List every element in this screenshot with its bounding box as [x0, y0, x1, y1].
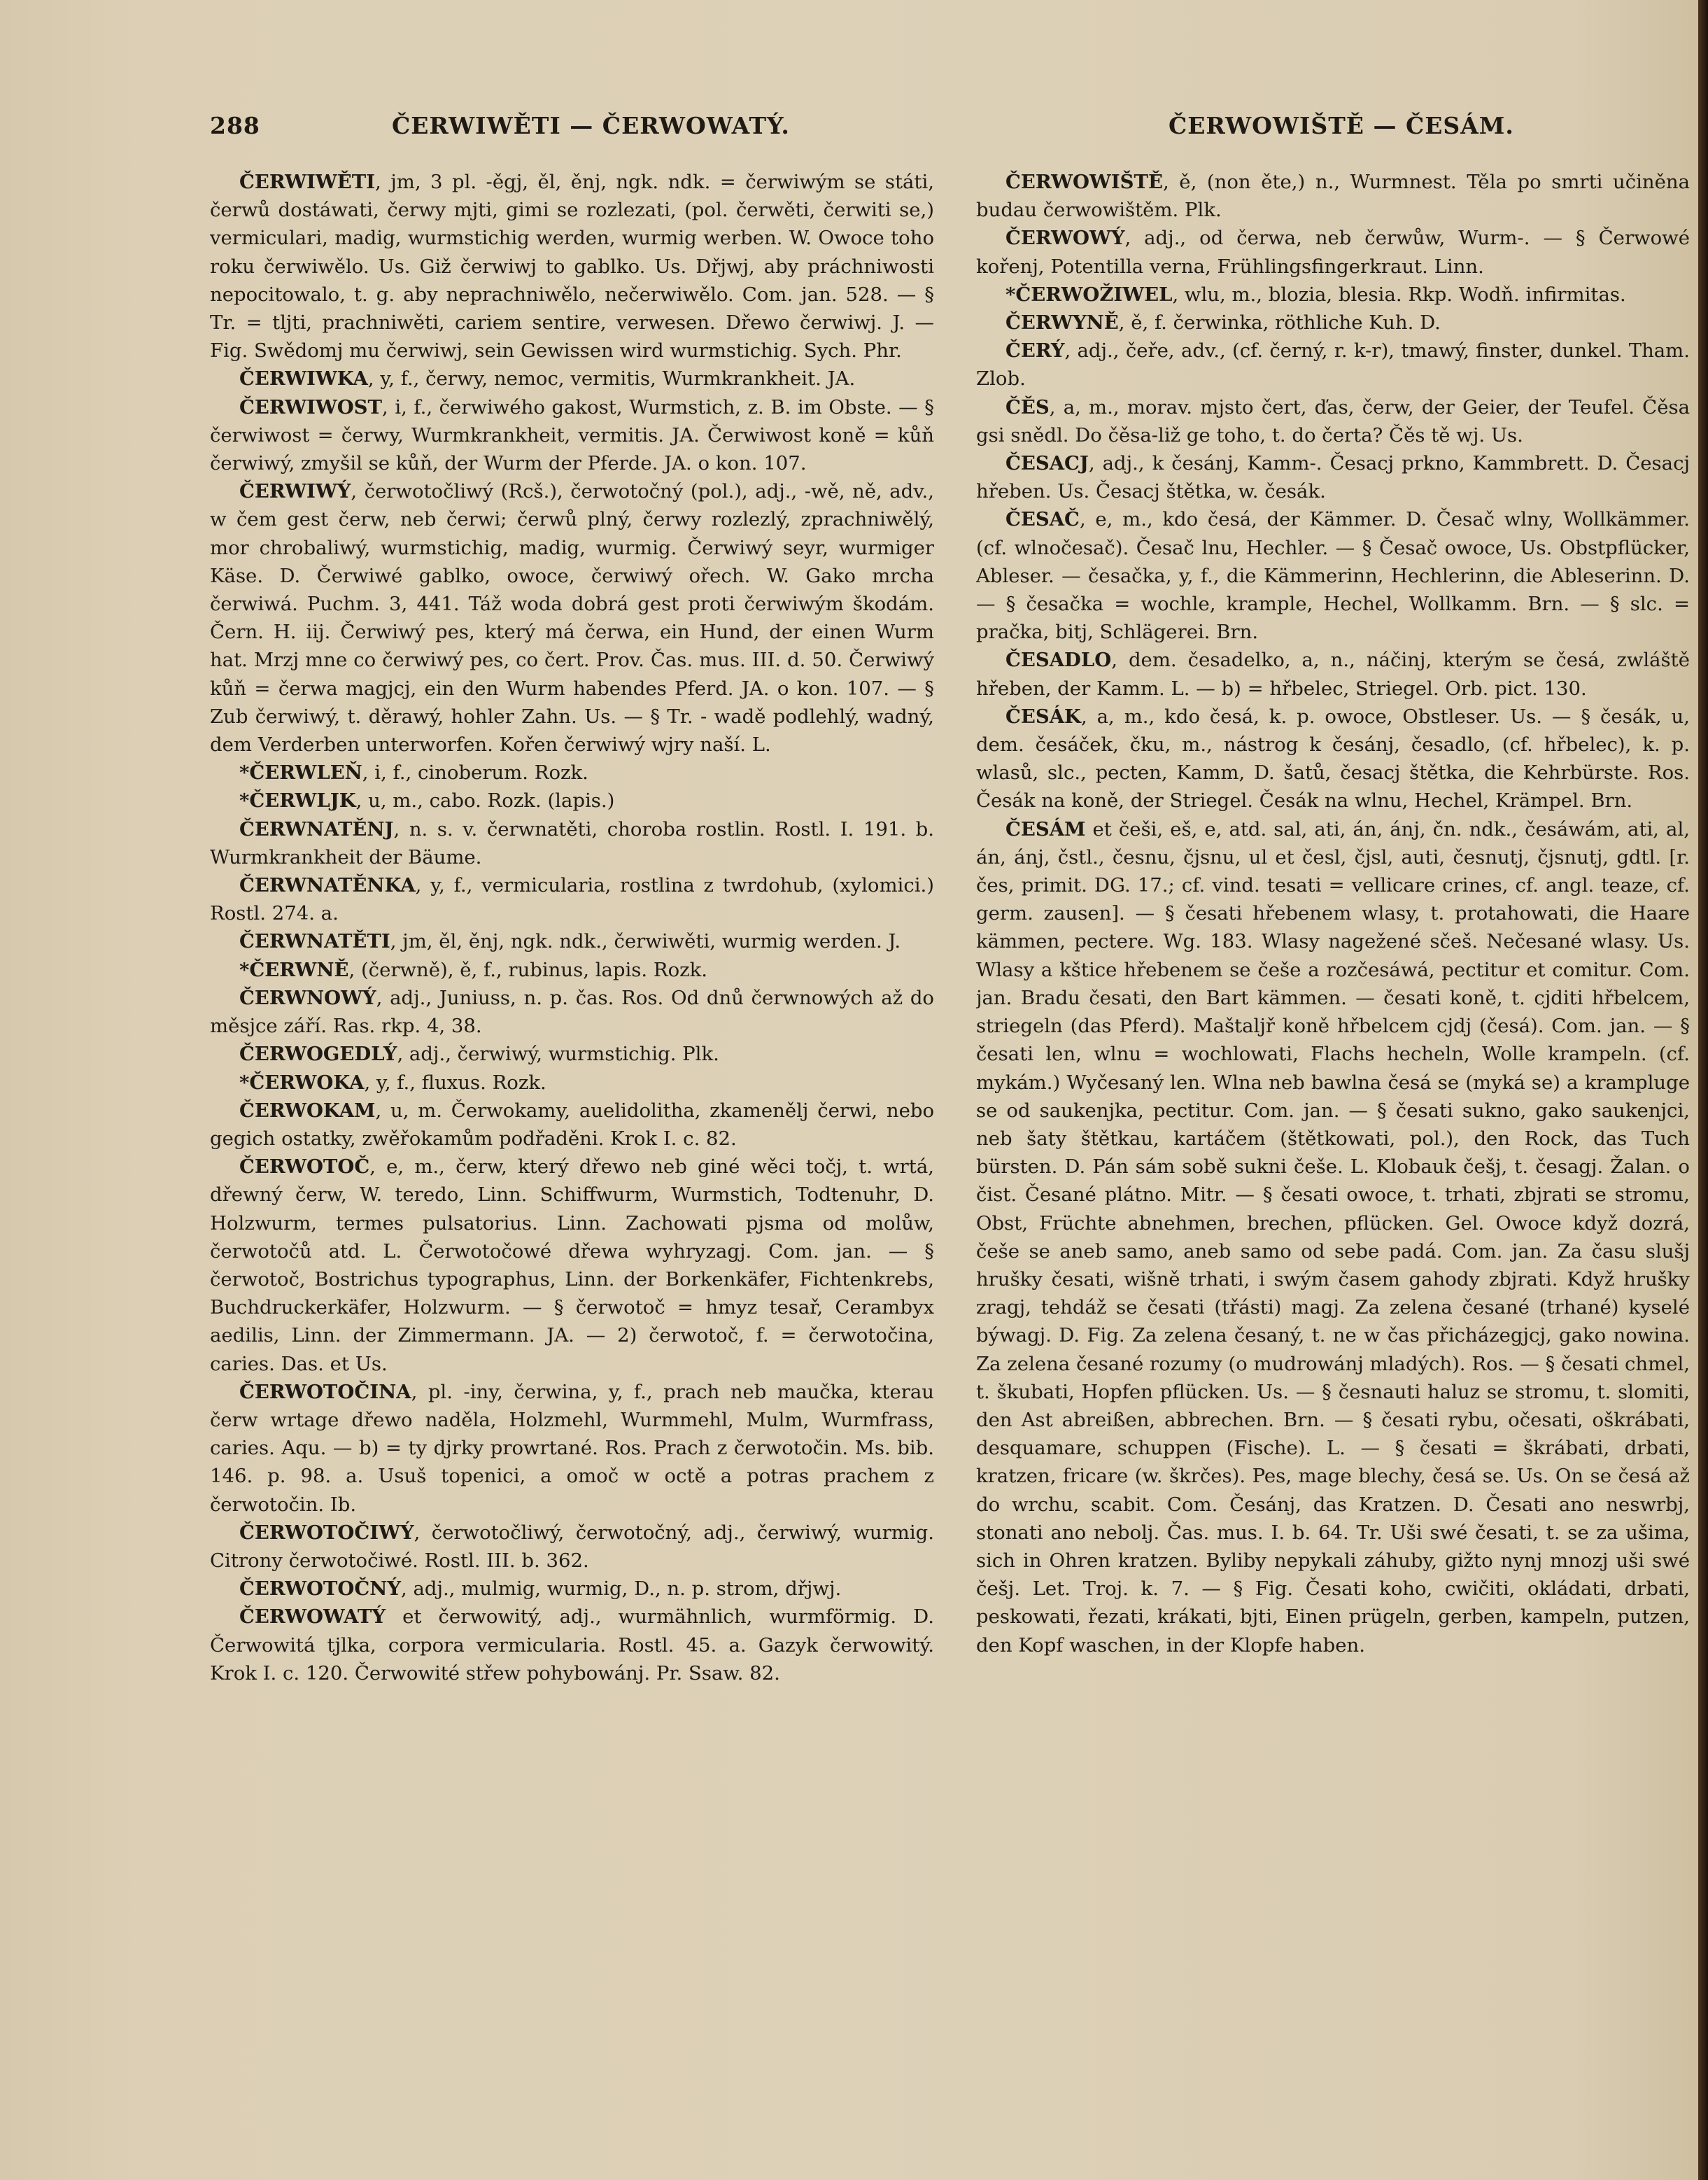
dictionary-entry [210, 477, 934, 759]
entry-text: , čerwotočliwý (Rcš.), čerwotočný (pol.), adj., -wě, ně, adv., w čem gest čerw, neb čerwi; čerwů plný, čerwy rozlezlý, zprachniwělý, mor chrobaliwý, wurmstichig, madig, wurmig. Čerwiwý seyr, wurmiger Käse. D. Čerwiwé gablko, owoce, čerwiwý ořech. W. Gako mrcha čerwiwá. Puchm. 3, 441. Táž woda dobrá gest proti čerwiwým škodám. Čern. H. iij. Čerwiwý pes, který má čerwa, ein Hund, der einen Wurm hat. Mrzj mne co čerwiwý pes, co čert. Prov. Čas. mus. III. d. 50. Čerwiwý kůň = čerwa magjcj, ein den Wurm habendes Pferd. JA. o kon. 107. — § Zub čerwiwý, t. děrawý, hohler Zahn. Us. — § Tr. - wadě podlehlý, wadný, dem Verderben unterworfen. Kořen čerwiwý wjry naší. L. [210, 480, 934, 757]
entry-text: , adj., od čerwa, neb čerwůw, Wurm-. — § Čerwowé kořenj, Potentilla verna, Frühlingsfingerkraut. Linn. [976, 227, 1690, 278]
dictionary-entry [210, 1097, 934, 1153]
entry-text: , (čerwně), ě, f., rubinus, lapis. Rozk. [348, 958, 708, 981]
dictionary-entry [976, 815, 1690, 1659]
dictionary-entry [976, 646, 1690, 702]
entry-text: , e, m., čerw, který dřewo neb giné wěci točj, t. wrtá, dřewný čerw, W. teredo, Linn. Schiffwurm, Wurmstich, Todtenuhr, D. Holzwurm, termes pulsatorius. Linn. Zachowati pjsma od molůw, čerwotočů atd. L. Čerwotočowé dřewa wyhryzagj. Com. jan. — § čerwotoč, Bostrichus typographus, Linn. der Borkenkäfer, Fichtenkrebs, Buchdruckerkäfer, Holzwurm. — § čerwotoč = hmyz tesař, Cerambyx aedilis, Linn. der Zimmermann. JA. — 2) čerwotoč, f. = čerwotočina, caries. Das. et Us. [210, 1155, 934, 1375]
entry-headword: *ČERWLEŇ [239, 761, 362, 785]
entry-headword: ČERÝ [1005, 339, 1065, 363]
dictionary-entry [210, 787, 934, 815]
entry-text: , a, m., kdo česá, k. p. owoce, Obstleser. Us. — § česák, u, dem. česáček, čku, m., nástrog k česánj, česadlo, (cf. hřbelec), k. p. wlasů, slc., pecten, Kamm, D. šatů, česacj štětka, die Kehrbürste. Ros. Česák na koně, der Striegel. Česák na wlnu, Hechel, Krämpel. Brn. [976, 705, 1690, 813]
entry-text: , n. s. v. čerwnatěti, choroba rostlin. Rostl. I. 191. b. Wurmkrankheit der Bäume. [210, 817, 934, 869]
entry-headword: ČERWOTOČINA [239, 1380, 411, 1403]
dictionary-entry [210, 1575, 934, 1603]
entry-headword: ČERWYNĚ [1005, 311, 1119, 335]
entry-text: , ě, (non ěte,) n., Wurmnest. Těla po smrti učiněna budau čerwowištěm. Plk. [976, 171, 1690, 222]
dictionary-entry [976, 393, 1690, 449]
entry-headword: ČERWIWÝ [239, 480, 351, 503]
entry-text: , u, m. Čerwokamy, auelidolitha, zkamenělj čerwi, nebo gegich ostatky, zwěřokamům podřaděni. Krok I. c. 82. [210, 1099, 934, 1150]
entry-headword: *ČERWLJK [239, 789, 356, 813]
left-column [210, 168, 934, 2156]
entry-headword: ČESÁM [1005, 817, 1086, 841]
entry-headword: ČESAČ [1005, 508, 1080, 531]
entry-text: , čerwotočliwý, čerwotočný, adj., čerwiwý, wurmig. Citrony čerwotočiwé. Rostl. III. b. 362. [210, 1521, 934, 1572]
entry-text: , y, f., vermicularia, rostlina z twrdohub, (xylomici.) Rostl. 274. a. [210, 874, 934, 925]
dictionary-entry [210, 1153, 934, 1378]
entry-text: , y, f., fluxus. Rozk. [364, 1071, 546, 1094]
dictionary-entry [210, 871, 934, 927]
entry-headword: ČERWOWIŠTĚ [1005, 171, 1163, 193]
entry-headword: ČERWIWKA [239, 367, 368, 391]
dictionary-entry [976, 505, 1690, 646]
dictionary-entry [210, 1069, 934, 1097]
dictionary-entry [210, 815, 934, 871]
entry-text: , a, m., morav. mjsto čert, ďas, čerw, der Geier, der Teufel. Čěsa gsi snědl. Do čěsa-liž ge toho, t. do čerta? Čěs tě wj. Us. [976, 395, 1690, 446]
entry-headword: *ČERWOŽIWEL [1005, 283, 1173, 306]
dictionary-entry [210, 1603, 934, 1687]
entry-text: , jm, 3 pl. -ěgj, ěl, ěnj, ngk. ndk. = čerwiwým se státi, čerwů dostáwati, čerwy mjti, gimi se rozlezati, (pol. čerwěti, čerwiti se,) vermiculari, madig, wurmstichig werden, wurmig werben. W. Owoce toho roku čerwiwělo. Us. Giž čerwiwj to gablko. Us. Dřjwj, aby práchniwosti nepocitowalo, t. g. aby neprachniwělo, nečerwiwělo. Com. jan. 528. — § Tr. = tljti, prachniwěti, cariem sentire, verwesen. Dřewo čerwiwj. J. — Fig. Swědomj mu čerwiwj, sein Gewissen wird wurmstichig. Sych. Phr. [210, 171, 934, 363]
dictionary-entry [976, 224, 1690, 280]
right-column [976, 168, 1690, 2156]
dictionary-entry [210, 956, 934, 984]
entry-headword: ČERWIWĚTI [239, 171, 376, 193]
entry-text: , jm, ěl, ěnj, ngk. ndk., čerwiwěti, wurmig werden. J. [390, 930, 901, 953]
entry-headword: ČERWNATĚNJ [239, 817, 394, 841]
entry-text: , e, m., kdo česá, der Kämmer. D. Česač wlny, Wollkämmer. (cf. wlnočesač). Česač lnu, Hechler. — § Česač owoce, Us. Obstpflücker, Ableser. — česačka, y, f., die Kämmerinn, Hechlerinn, die Ableserinn. D. — § česačka = wochle, krample, Hechel, Wollkamm. Brn. — § slc. = pračka, bitj, Schlägerei. Brn. [976, 508, 1690, 644]
entry-headword: ČESADLO [1005, 649, 1112, 672]
entry-text: , wlu, m., blozia, blesia. Rkp. Wodň. infirmitas. [1172, 283, 1626, 306]
dictionary-entry [976, 703, 1690, 815]
entry-headword: ČERWOTOČNÝ [239, 1577, 402, 1601]
entry-headword: *ČERWNĚ [239, 958, 349, 981]
running-header [210, 112, 1588, 154]
entry-text: , i, f., čerwiwého gakost, Wurmstich, z. B. im Obste. — § čerwiwost = čerwy, Wurmkrankheit, vermitis. JA. Čerwiwost koně = kůň čerwiwý, zmyšil se kůň, der Wurm der Pferde. JA. o kon. 107. [210, 395, 934, 475]
right-running-title: ČERWOWIŠTĚ — ČESÁM. [1169, 112, 1514, 139]
dictionary-entry [210, 759, 934, 787]
entry-headword: ČERWNATĚNKA [239, 874, 416, 897]
entry-headword: ČERWNOWÝ [239, 986, 376, 1009]
entry-text: , adj., čeře, adv., (cf. černý, r. k-r), tmawý, finster, dunkel. Tham. Zlob. [976, 339, 1690, 391]
entry-headword: ČERWOTOČ [239, 1155, 370, 1179]
entry-text: , y, f., čerwy, nemoc, vermitis, Wurmkrankheit. JA. [367, 367, 856, 391]
entry-headword: ČĚS [1005, 395, 1050, 419]
entry-headword: ČERWOTOČIWÝ [239, 1521, 414, 1544]
entry-headword: ČESACJ [1005, 452, 1089, 475]
entry-text: , ě, f. čerwinka, röthliche Kuh. D. [1118, 311, 1441, 335]
entry-text: , pl. -iny, čerwina, y, f., prach neb maučka, kterau čerw wrtage dřewo naděla, Holzmehl, Wurmmehl, Mulm, Wurmfrass, caries. Aqu. — b) = ty djrky prowrtané. Ros. Prach z čerwotočin. Ms. bib. 146. p. 98. a. Usuš topenici, a omoč w octě a potras prachem z čerwotočin. Ib. [210, 1380, 934, 1516]
entry-headword: ČESÁK [1005, 705, 1081, 728]
entry-headword: ČERWIWOST [239, 395, 383, 419]
entry-headword: ČERWOKAM [239, 1099, 376, 1122]
dictionary-entry [210, 168, 934, 365]
dictionary-entry [210, 1040, 934, 1068]
entry-headword: ČERWOGEDLÝ [239, 1043, 397, 1066]
dictionary-entry [976, 449, 1690, 505]
dictionary-entry [210, 927, 934, 955]
entry-text: , adj., k česánj, Kamm-. Česacj prkno, Kammbrett. D. Česacj hřeben. Us. Česacj štětka, w. česák. [976, 452, 1690, 503]
dictionary-entry [210, 393, 934, 478]
dictionary-entry [210, 365, 934, 393]
left-running-title: ČERWIWĚTI — ČERWOWATÝ. [392, 112, 790, 139]
entry-text: , adj., mulmig, wurmig, D., n. p. strom, dřjwj. [401, 1577, 842, 1601]
dictionary-entry [210, 1519, 934, 1575]
dictionary-entry [976, 309, 1690, 337]
entry-text: , i, f., cinoberum. Rozk. [362, 761, 588, 785]
entry-text: et čerwowitý, adj., wurmähnlich, wurmförmig. D. Čerwowitá tjlka, corpora vermicularia. Rostl. 45. a. Gazyk čerwowitý. Krok I. c. 120. Čerwowité střew pohybowánj. Pr. Ssaw. 82. [210, 1605, 934, 1685]
dictionary-entry [976, 168, 1690, 224]
entry-text: et češi, eš, e, atd. sal, ati, án, ánj, čn. ndk., česáwám, ati, al, án, ánj, čstl., česnu, čjsnu, ul et česl, čjsl, auti, česnutj, čjsnutj, gdtl. [r. čes, primit. DG. 17.; cf. vind. tesati = vellicare crines, cf. angl. teaze, cf. germ. zausen]. — § česati hřebenem wlasy, t. protahowati, die Haare kämmen, pectere. Wg. 183. Wlasy nagežené sčeš. Nečesané wlasy. Us. Wlasy a kštice hřebenem se češe a rozčesáwá, pectitur et comitur. Com. jan. Bradu česati, den Bart kämmen. — česati koně, t. cjditi hřbelcem, striegeln (das Pferd). Maštaljř koně hřbelcem cjdj (česá). Com. jan. — § česati len, wlnu = wochlowati, Flachs hecheln, Wolle krampeln. (cf. mykám.) Wyčesaný len. Wlna neb bawlna česá se (myká se) a krampluge se od saukenjka, pectitur. Com. jan. — § česati sukno, gako saukenjci, neb šaty štětkau, kartáčem (štětkowati, pol.), den Rock, das Tuch bürsten. D. Pán sám sobě sukni češe. L. Klobauk češj, t. česagj. Žalan. o čist. Česané plátno. Mitr. — § česati owoce, t. trhati, zbjrati se stromu, Obst, Früchte abnehmen, brechen, pflücken. Gel. Owoce když dozrá, češe se aneb samo, aneb samo od sebe padá. Com. jan. Za času slušj hrušky česati, wišně trhati, i swým časem gahody zbjrati. Když hrušky zragj, tehdáž se česati (třásti) magj. Za zelena česané (trhané) kyselé býwagj. D. Fig. Za zelena česaný, t. ne w čas přicházegjcj, gako nowina. Za zelena česané rozumy (o mudrowánj mladých). Ros. — § česati chmel, t. škubati, Hopfen pflücken. Us. — § česnauti haluz se stromu, t. slomiti, den Ast abreißen, abbrechen. Brn. — § česati rybu, očesati, oškrábati, desquamare, schuppen (Fische). L. — § česati = škrábati, drbati, kratzen, fricare (w. škrčes). Pes, mage blechy, česá se. Us. On se česá až do wrchu, scabit. Com. Česánj, das Kratzen. D. Česati ano neswrbj, stonati ano nebolj. Čas. mus. I. b. 64. Tr. Uši swé česati, t. se za ušima, sich in Ohren kratzen. Byliby nepykali záhuby, gižto nynj mnozj uši swé češj. Let. Troj. k. 7. — § Fig. Česati koho, cwičiti, okládati, drbati, peskowati, řezati, krákati, bjti, Einen prügeln, gerben, kampeln, putzen, den Kopf waschen, in der Klopfe haben. [976, 817, 1690, 1657]
page-number: 288 [210, 112, 260, 139]
entry-headword: ČERWOWÝ [1005, 227, 1125, 250]
entry-text: , u, m., cabo. Rozk. (lapis.) [355, 789, 615, 813]
entry-headword: ČERWOWATÝ [239, 1605, 386, 1629]
dictionary-entry [976, 337, 1690, 393]
dictionary-entry [976, 281, 1690, 309]
dictionary-entry [210, 1378, 934, 1519]
entry-text: , adj., čerwiwý, wurmstichig. Plk. [397, 1043, 719, 1066]
page-edge-shadow [1698, 0, 1708, 2180]
entry-text: , adj., Juniuss, n. p. čas. Ros. Od dnů čerwnowých až do měsjce září. Ras. rkp. 4, 38. [210, 986, 934, 1038]
entry-headword: *ČERWOKA [239, 1071, 365, 1094]
entry-text: , dem. česadelko, a, n., náčinj, kterým se česá, zwláště hřeben, der Kamm. L. — b) = hřbelec, Striegel. Orb. pict. 130. [976, 649, 1690, 700]
entry-headword: ČERWNATĚTI [239, 930, 390, 953]
dictionary-entry [210, 984, 934, 1040]
